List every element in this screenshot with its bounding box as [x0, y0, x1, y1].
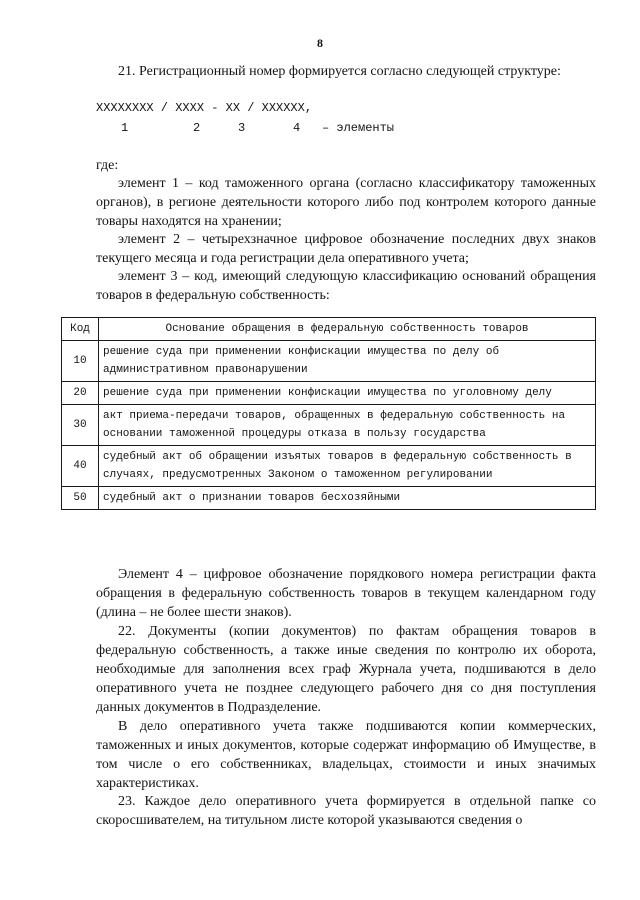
table-cell-basis: решение суда при применении конфискации имущества по уголовному делу	[99, 382, 596, 405]
element-1-description: элемент 1 – код таможенного органа (согласно классификатору таможенных органов), в регионе деятельности которого либо под контролем которого данные товары находятся на хранении;	[96, 176, 596, 229]
table-header-code: Код	[62, 318, 99, 341]
table-row	[62, 446, 596, 487]
table-row	[62, 341, 596, 382]
element-4-description: Элемент 4 – цифровое обозначение порядкового номера регистрации факта обращения в федеральную собственность товаров в текущем календарном году (длина – не более шести знаков).	[96, 567, 596, 620]
elements-label: – элементы	[322, 121, 395, 135]
element-number-4: 4	[293, 121, 301, 135]
table-cell-basis: акт приема-передачи товаров, обращенных в федеральную собственность на основании таможенной процедуры отказа в пользу государства	[99, 405, 596, 446]
table-row	[62, 405, 596, 446]
classification-table	[61, 317, 596, 510]
table-cell-code: 10	[62, 341, 99, 382]
registration-number-pattern: XXXXXXXX / XXXX - XX / XXXXXX,	[96, 101, 313, 115]
element-2-description: элемент 2 – четырехзначное цифровое обозначение последних двух знаков текущего месяца и года регистрации дела оперативного учета;	[96, 232, 596, 266]
table-cell-basis: решение суда при применении конфискации имущества по делу об административном правонарушении	[99, 341, 596, 382]
table-row	[62, 487, 596, 510]
table-cell-basis: судебный акт об обращении изъятых товаров в федеральную собственность в случаях, предусмотренных Законом о таможенном регулировании	[99, 446, 596, 487]
section-22-continued: В дело оперативного учета также подшиваются копии коммерческих, таможенных и иных документов, которые содержат информацию об Имуществе, в том числе о его собственниках, владельцах, стоимости и иных значимых характеристиках.	[96, 719, 596, 791]
table-cell-basis: судебный акт о признании товаров бесхозяйными	[99, 487, 596, 510]
section-21-heading: 21. Регистрационный номер формируется согласно следующей структуре:	[118, 64, 561, 79]
table-header-basis: Основание обращения в федеральную собственность товаров	[99, 318, 596, 341]
page-number: 8	[317, 36, 323, 50]
table-header-row	[62, 318, 596, 341]
table-cell-code: 30	[62, 405, 99, 446]
element-number-1: 1	[121, 121, 129, 135]
table-cell-code: 20	[62, 382, 99, 405]
table-cell-code: 40	[62, 446, 99, 487]
element-number-3: 3	[238, 121, 246, 135]
table-cell-code: 50	[62, 487, 99, 510]
element-number-2: 2	[193, 121, 201, 135]
where-label: где:	[96, 158, 119, 173]
element-3-description: элемент 3 – код, имеющий следующую классификацию оснований обращения товаров в федеральную собственность:	[96, 269, 596, 303]
section-23: 23. Каждое дело оперативного учета формируется в отдельной папке со скоросшивателем, на титульном листе которой указываются сведения о	[96, 794, 596, 828]
section-22: 22. Документы (копии документов) по фактам обращения товаров в федеральную собственность, а также иные сведения по контролю их оборота, необходимые для заполнения всех граф Журнала учета, подшиваются в дело оперативного учета не позднее следующего рабочего дня со дня поступления данных документов в Подразделение.	[96, 624, 596, 715]
table-row	[62, 382, 596, 405]
